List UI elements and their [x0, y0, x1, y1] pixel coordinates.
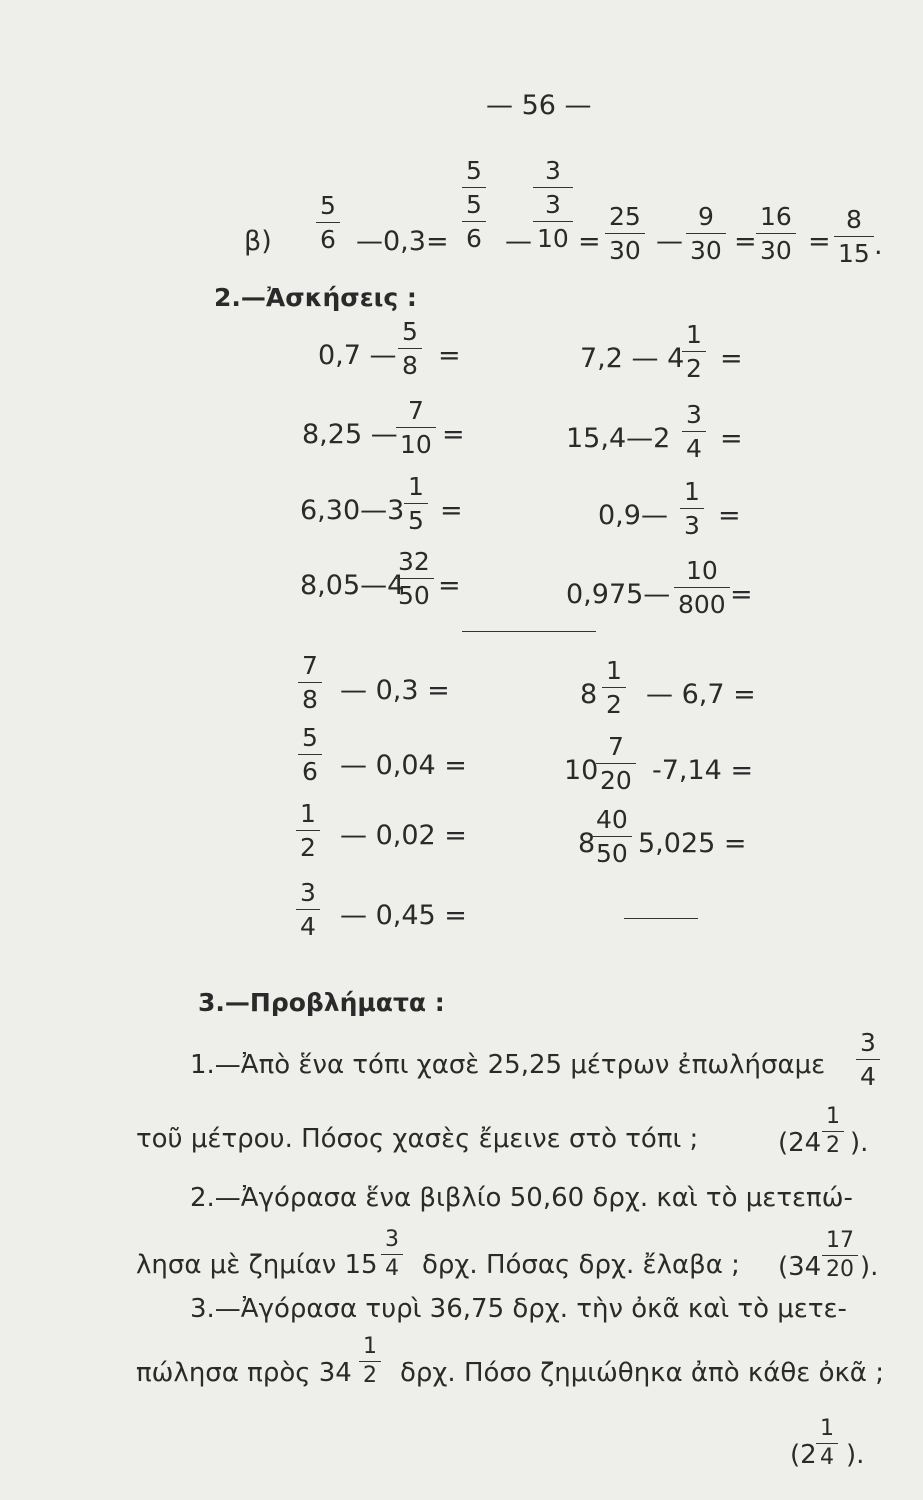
exercise-left-3-fraction: 1 5: [404, 474, 428, 533]
exercise2-left-3-rest: — 0,02 =: [340, 820, 467, 851]
exercise-left-1-equals: =: [438, 340, 461, 371]
problem3-line2-start: πώλησα πρὸς 34: [136, 1358, 352, 1388]
exercise2-left-1-rest: — 0,3 =: [340, 675, 450, 706]
exercise-right-4-pre: 0,975—: [566, 579, 671, 610]
problem2-line2-start: λησα μὲ ζημίαν 15: [136, 1250, 378, 1280]
exercise-left-3-pre: 6,30—3: [300, 495, 405, 526]
exercise-right-3-equals: =: [718, 500, 741, 531]
problem2-line1: 2.—Ἀγόρασα ἕνα βιβλίο 50,60 δρχ. καὶ τὸ μετεπώ-: [190, 1183, 853, 1213]
exercise-right-1-pre: 7,2 — 4: [580, 343, 685, 374]
exercise-right-2-pre: 15,4—2: [566, 423, 671, 454]
fraction-8-15: 8 15: [834, 207, 874, 266]
equals-sign: =: [734, 226, 757, 257]
problem1-line2: τοῦ μέτρου. Πόσος χασὲς ἔμεινε στὸ τόπι ;: [136, 1124, 699, 1154]
short-rule: [624, 918, 698, 919]
equals-sign: =: [578, 226, 601, 257]
exercise2-left-2-fraction: 5 6: [298, 725, 322, 784]
separator-rule: [462, 631, 596, 632]
equals-sign: =: [808, 226, 831, 257]
compound-fraction-3-3-10: 3 3 10: [533, 158, 573, 251]
exercise-right-2-equals: =: [720, 423, 743, 454]
problem1-line1: 1.—Ἀπὸ ἕνα τόπι χασὲ 25,25 μέτρων ἐπωλήσαμε: [190, 1050, 826, 1080]
page-number: — 56 —: [486, 90, 592, 121]
compound-fraction-5-5-6: 5 5 6: [462, 158, 486, 251]
exercise2-left-4-fraction: 3 4: [296, 880, 320, 939]
period: .: [874, 230, 883, 261]
exercise-left-4-equals: =: [438, 570, 461, 601]
exercise-right-2-fraction: 3 4: [682, 402, 706, 461]
problems-heading: 3.—Προβλήματα :: [198, 988, 445, 1017]
problem3-answer-whole: (2: [790, 1440, 817, 1470]
exercise-left-4-fraction: 32 50: [394, 549, 434, 608]
problem1-answer-fraction: 1 2: [822, 1106, 844, 1157]
minus-0-3: —0,3=: [356, 226, 449, 257]
problem3-line2-end: δρχ. Πόσο ζημιώθηκα ἀπὸ κάθε ὀκᾶ ;: [400, 1358, 884, 1388]
exercise-left-1-pre: 0,7 —: [318, 340, 397, 371]
fraction-5-6: 5 6: [316, 193, 340, 252]
exercise-left-2-pre: 8,25 —: [302, 419, 398, 450]
exercise2-right-1-whole: 8: [580, 679, 598, 710]
problem2-answer-close: ).: [860, 1252, 879, 1282]
minus-sign: —: [505, 226, 532, 257]
exercises-heading: 2.—Ἀσκήσεις :: [214, 283, 417, 312]
problem2-line2-end: δρχ. Πόσας δρχ. ἔλαβα ;: [422, 1250, 740, 1280]
problem3-answer-close: ).: [846, 1440, 865, 1470]
problem2-answer-whole: (34: [778, 1252, 822, 1282]
exercise2-right-1-rest: — 6,7 =: [646, 679, 756, 710]
exercise2-right-3-fraction: 40 50: [592, 807, 632, 866]
exercise-right-3-pre: 0,9—: [598, 500, 668, 531]
exercise-right-4-equals: =: [730, 579, 753, 610]
problem1-answer-whole: (24: [778, 1128, 822, 1158]
exercise2-right-2-rest: -7,14 =: [652, 755, 754, 786]
problem3-answer-fraction: 1 4: [816, 1418, 838, 1469]
exercise-left-4-pre: 8,05—4: [300, 570, 405, 601]
exercise-right-1-fraction: 1 2: [682, 322, 706, 381]
exercise2-right-2-fraction: 7 20: [596, 734, 636, 793]
problem1-answer-close: ).: [850, 1128, 869, 1158]
problem1-fraction: 3 4: [856, 1030, 880, 1089]
problem3-fraction: 1 2: [359, 1336, 381, 1387]
problem2-answer-fraction: 17 20: [822, 1230, 858, 1281]
exercise2-left-4-rest: — 0,45 =: [340, 900, 467, 931]
fraction-16-30: 16 30: [756, 204, 796, 263]
exercise2-right-2-whole: 10: [564, 755, 599, 786]
exercise-left-2-fraction: 7 10: [396, 398, 436, 457]
exercise-right-1-equals: =: [720, 343, 743, 374]
problem2-fraction: 3 4: [381, 1229, 403, 1280]
fraction-9-30: 9 30: [686, 204, 726, 263]
exercise2-right-3-rest: 5,025 =: [638, 828, 747, 859]
exercise2-right-3-whole: 8: [578, 828, 596, 859]
exercise2-left-2-rest: — 0,04 =: [340, 750, 467, 781]
exercise-left-3-equals: =: [440, 495, 463, 526]
fraction-25-30: 25 30: [605, 204, 645, 263]
exercise-left-1-fraction: 5 8: [398, 319, 422, 378]
beta-label: β): [244, 226, 272, 257]
exercise-right-4-fraction: 10 800: [674, 558, 730, 617]
exercise2-right-1-fraction: 1 2: [602, 658, 626, 717]
minus-sign: —: [656, 226, 683, 257]
exercise2-left-3-fraction: 1 2: [296, 801, 320, 860]
problem3-line1: 3.—Ἀγόρασα τυρὶ 36,75 δρχ. τὴν ὀκᾶ καὶ τὸ μετε-: [190, 1294, 847, 1324]
exercise-right-3-fraction: 1 3: [680, 479, 704, 538]
exercise-left-2-equals: =: [442, 419, 465, 450]
exercise2-left-1-fraction: 7 8: [298, 653, 322, 712]
